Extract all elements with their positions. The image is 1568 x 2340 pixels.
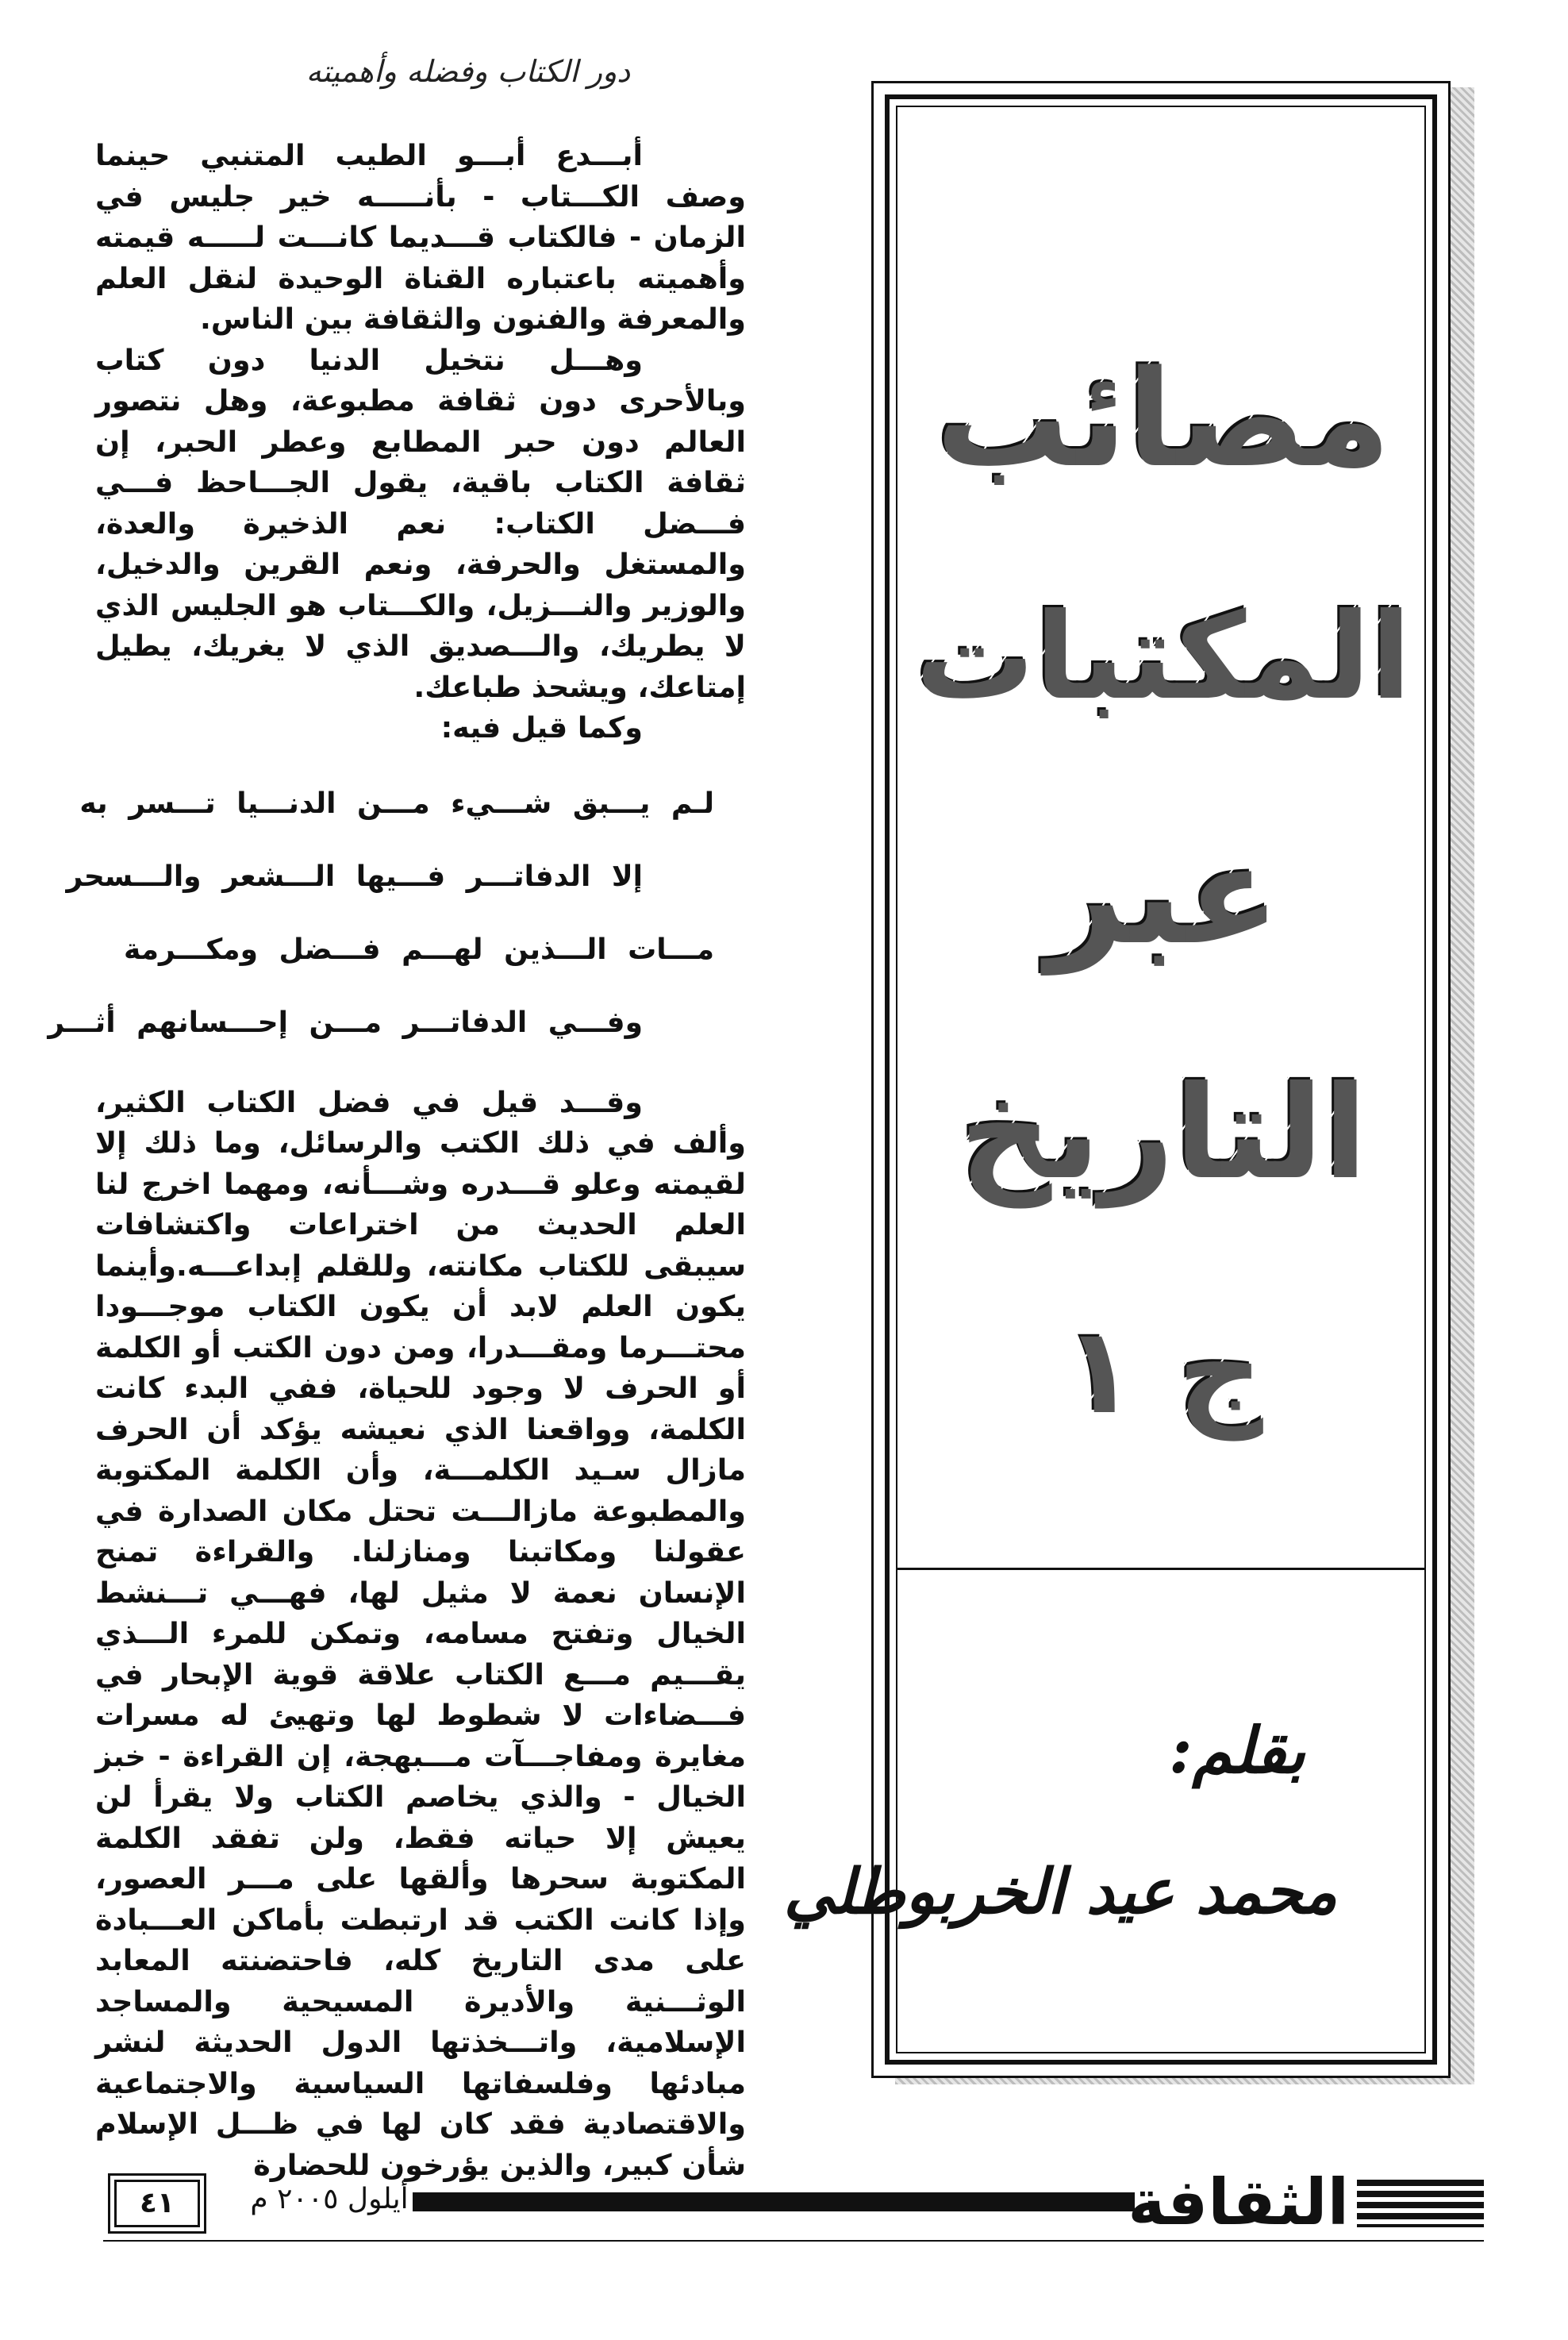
running-title: دور الكتاب وفضله وأهميته [306, 54, 631, 89]
title-line: التاريخ [897, 1012, 1424, 1250]
author-name: محمد عيد الخربوطلي [783, 1856, 1337, 1928]
poem-line: مـــات الـــذين لهـــم فـــضل ومكـــرمة [123, 933, 714, 966]
article-title [897, 298, 1424, 1488]
issue-date: أيلول ٢٠٠٥ م [250, 2183, 409, 2215]
footer-divider [103, 2240, 1484, 2242]
panel-frame [783, 94, 1437, 2065]
poem-line: إلا الدفاتـــر فـــيها الـــشعر والـــسحر [66, 860, 643, 893]
footer-rules [1357, 2180, 1484, 2227]
poem-line: وفـــي الدفاتـــر مـــن إحـــسانهم أثـــر [48, 1006, 643, 1039]
paragraph: وقـــد قيل في فضل الكتاب الكثير، وألف في ذلك الكتب والرسائل، وما ذلك إلا لقيمته وعلو قـــدره وشـــأنه، ومهما اخرج لنا العلم الحديث من اختراعات واكتشافات سيبقى للكتاب مكانته، وللقلم إبداعـــه.وأينما يكون العلم لابد أن يكون الكتاب موجـــودا محتـــرما ومقـــدرا، ومن دون الكتب أو الكلمة أو الحرف لا وجود للحياة، ففي البدء كانت الكلمة، وواقعنا الذي نعيشه يؤكد أن الحرف مازال سـيد الكلمـــة، وأن الكلمة المكتوبة والمطبوعة مازالـــت تحتل مكان الصدارة في عقولنا ومكاتبنا ومنازلنا. والقراءة تمنح الإنسان نعمة لا مثيل لها، فهـــي تـــنشط الخيال وتفتح مسامه، وتمكن للمرء الـــذي يقـــيم مـــع الكتاب علاقة قوية الإبحار في فـــضاءات لا شطوط لها وتهيئ له مسرات مغايرة ومفاجـــآت مـــبهجة، إن القراءة - خبز الخيال - والذي يخاصم الكتاب ولا يقرأ لن يعيش إلا حياته فقط، ولن تفقد الكلمة المكتوبة سحرها وألقها على مـــر العصور، وإذا كانت الكتب قد ارتبطت بأماكن العـــبادة على مدى التاريخ كله، فاحتضنته المعابد الوثـــنية والأديرة المسيحية والمساجد الإسلامية، واتـــخذتها الدول الحديثة لنشر مبادئها وفلسفاتها السياسية والاجتماعية والاقتصادية فقد كان لها في ظـــل الإسلام شأن كبير، والذين يؤرخون للحضارة [95, 1084, 746, 2182]
footer-bar [413, 2192, 1135, 2211]
volume-label: ج ١ [897, 1250, 1424, 1488]
title-line: عبر [897, 774, 1424, 1012]
paragraph: أبـــدع أبـــو الطيب المتنبي حينما وصف الكـــتاب - بأنـــــه خير جليس في الزمان - فالكتاب قـــديما كانـــت لـــــه قيمته وأهميته باعتباره القناة الوحيدة لنقل العلم والمعرفة والفنون والثقافة بين الناس. [95, 138, 746, 336]
page-footer [103, 2165, 1452, 2246]
title-panel [783, 81, 1451, 2078]
paragraph: وكما قيل فيه: [440, 710, 643, 745]
title-line: مصائب [897, 298, 1424, 536]
author-box [783, 1568, 1424, 2020]
article-column [48, 135, 746, 2185]
panel-frame-inner [783, 106, 1426, 2053]
poem-line: لـم يـــبق شـــيء مـــن الدنـــيا تـــسر به [79, 787, 714, 820]
poem [48, 768, 746, 1060]
title-line: المكتبات [897, 536, 1424, 774]
author-label: بقلم: [1169, 1713, 1305, 1788]
paragraph: وهـــل نتخيل الدنيا دون كتاب وبالأحرى دون ثقافة مطبوعة، وهل نتصور العالم دون حبر المطابع وعطر الحبر، إن ثقافة الكتاب باقية، يقول الجـــاحظ فـــي فـــضل الكتاب: نعم الذخيرة والعدة، والمستغل والحرفة، ونعم القرين والدخيل، والوزير والنـــزيل، والكـــتاب هو الجليس الذي لا يطريك، والـــصديق الذي لا يغريك، يطيل إمتاعك، ويشحذ طباعك. [95, 342, 746, 704]
page-number: ٤١ [114, 2180, 200, 2227]
magazine-name: الثقافة [1128, 2165, 1349, 2239]
